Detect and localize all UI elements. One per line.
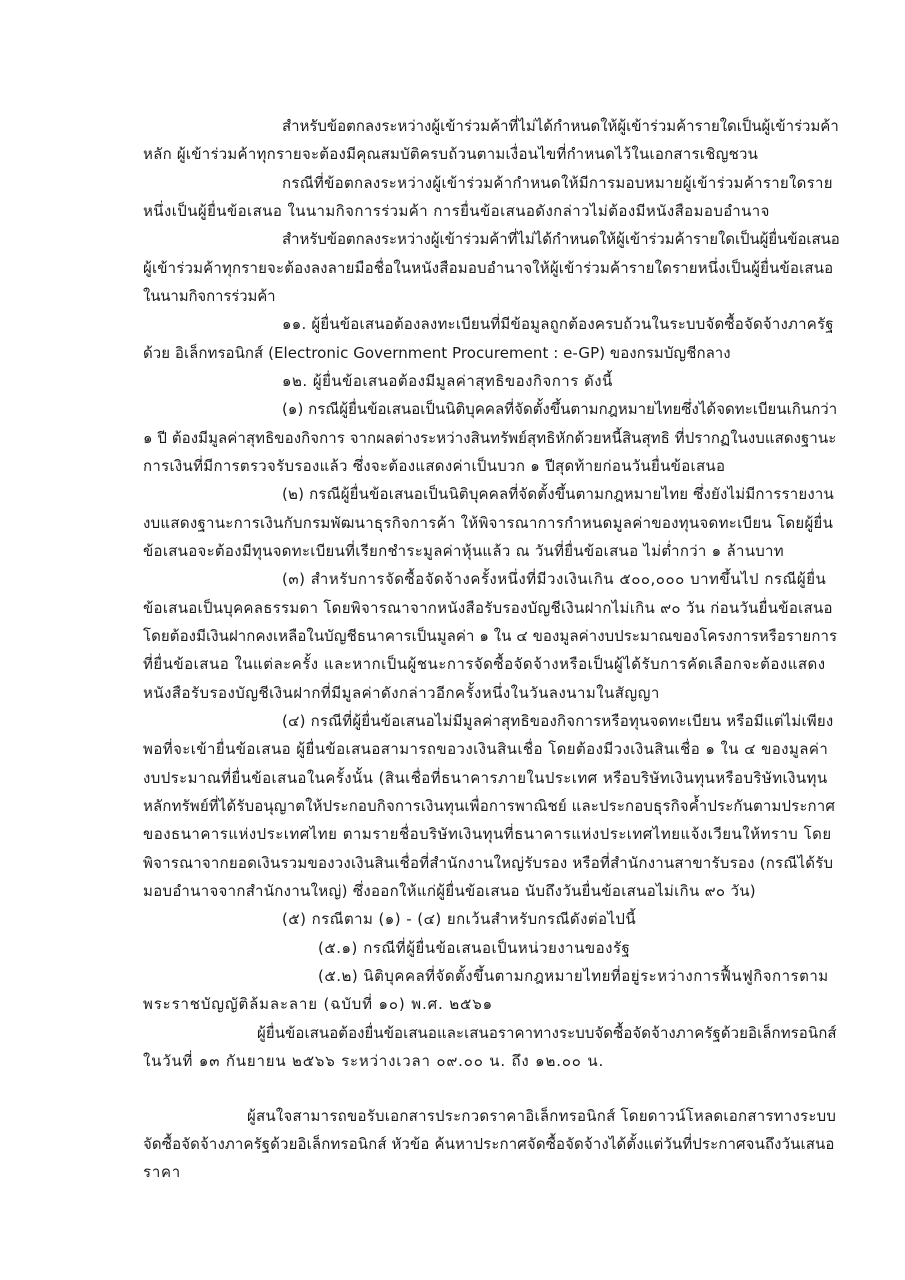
text-line: หลักทรัพย์ที่ได้รับอนุญาตให้ประกอบกิจการเงินทุนเพื่อการพาณิชย์ และประกอบธุรกิจค้ำประกันตามประกาศ bbox=[143, 797, 835, 815]
text-line: โดยต้องมีเงินฝากคงเหลือในบัญชีธนาคารเป็นมูลค่า ๑ ใน ๔ ของมูลค่างบประมาณของโครงการหรือรายการ bbox=[143, 627, 838, 645]
text-line: ผู้เข้าร่วมค้าทุกรายจะต้องลงลายมือชื่อในหนังสือมอบอำนาจให้ผู้เข้าร่วมค้ารายใดรายหนึ่งเป็นผู้ยื่นข้อเสนอ bbox=[143, 259, 834, 277]
text-line: พิจารณาจากยอดเงินรวมของวงเงินสินเชื่อที่สำนักงานใหญ่รับรอง หรือที่สำนักงานสาขารับรอง (กรณีได้รับ bbox=[143, 854, 834, 872]
text-line: ๑๒. ผู้ยื่นข้อเสนอต้องมีมูลค่าสุทธิของกิจการ ดังนี้ bbox=[282, 372, 613, 390]
text-line: ด้วย อิเล็กทรอนิกส์ (Electronic Government Procurement : e-GP) ของกรมบัญชีกลาง bbox=[143, 344, 731, 362]
text-line: ๑ ปี ต้องมีมูลค่าสุทธิของกิจการ จากผลต่างระหว่างสินทรัพย์สุทธิหักด้วยหนี้สินสุทธิ ที่ปรากฏในงบแสดงฐานะ bbox=[143, 429, 837, 447]
text-line: (๕) กรณีตาม (๑) - (๔) ยกเว้นสำหรับกรณีดังต่อไปนี้ bbox=[282, 910, 637, 928]
text-line: จัดซื้อจัดจ้างภาครัฐด้วยอิเล็กทรอนิกส์ หัวข้อ ค้นหาประกาศจัดซื้อจัดจ้างได้ตั้งแต่วันที่ประกาศจนถึงวันเสนอ bbox=[143, 1135, 835, 1153]
text-line: ราคา bbox=[143, 1163, 182, 1181]
text-line: สำหรับข้อตกลงระหว่างผู้เข้าร่วมค้าที่ไม่ได้กำหนดให้ผู้เข้าร่วมค้ารายใดเป็นผู้เข้าร่วมค้า bbox=[282, 117, 839, 135]
text-line: ข้อเสนอเป็นบุคคลธรรมดา โดยพิจารณาจากหนังสือรับรองบัญชีเงินฝากไม่เกิน ๙๐ วัน ก่อนวันยื่นข้อเสนอ bbox=[143, 599, 833, 617]
text-line: (๔) กรณีที่ผู้ยื่นข้อเสนอไม่มีมูลค่าสุทธิของกิจการหรือทุนจดทะเบียน หรือมีแต่ไม่เพียง bbox=[282, 712, 834, 730]
text-line: (๕.๑) กรณีที่ผู้ยื่นข้อเสนอเป็นหน่วยงานของรัฐ bbox=[318, 939, 631, 957]
text-line: ผู้สนใจสามารถขอรับเอกสารประกวดราคาอิเล็กทรอนิกส์ โดยดาวน์โหลดเอกสารทางระบบ bbox=[247, 1107, 837, 1125]
text-line: การเงินที่มีการตรวจรับรองแล้ว ซึ่งจะต้องแสดงค่าเป็นบวก ๑ ปีสุดท้ายก่อนวันยื่นข้อเสนอ bbox=[143, 457, 726, 475]
text-line: ในนามกิจการร่วมค้า bbox=[143, 287, 276, 305]
text-line: (๒) กรณีผู้ยื่นข้อเสนอเป็นนิติบุคคลที่จัดตั้งขึ้นตามกฎหมายไทย ซึ่งยังไม่มีการรายงาน bbox=[282, 485, 834, 503]
text-line: พอที่จะเข้ายื่นข้อเสนอ ผู้ยื่นข้อเสนอสามารถขอวงเงินสินเชื่อ โดยต้องมีวงเงินสินเชื่อ ๑ ใน ๔ ของมูลค่า bbox=[143, 740, 829, 758]
text-line: งบแสดงฐานะการเงินกับกรมพัฒนาธุรกิจการค้า ให้พิจารณาการกำหนดมูลค่าของทุนจดทะเบียน โดยผู้ยื่น bbox=[143, 514, 834, 532]
text-line: ผู้ยื่นข้อเสนอต้องยื่นข้อเสนอและเสนอราคาทางระบบจัดซื้อจัดจ้างภาครัฐด้วยอิเล็กทรอนิกส์ bbox=[257, 1024, 837, 1042]
text-line: ๑๑. ผู้ยื่นข้อเสนอต้องลงทะเบียนที่มีข้อมูลถูกต้องครบถ้วนในระบบจัดซื้อจัดจ้างภาครัฐ bbox=[282, 315, 834, 333]
text-line: สำหรับข้อตกลงระหว่างผู้เข้าร่วมค้าที่ไม่ได้กำหนดให้ผู้เข้าร่วมค้ารายใดเป็นผู้ยื่นข้อเสนอ bbox=[282, 230, 840, 248]
text-line: งบประมาณที่ยื่นข้อเสนอในครั้งนั้น (สินเชื่อที่ธนาคารภายในประเทศ หรือบริษัทเงินทุนหรือบริษัทเงินทุน bbox=[143, 769, 828, 787]
text-line: ข้อเสนอจะต้องมีทุนจดทะเบียนที่เรียกชำระมูลค่าหุ้นแล้ว ณ วันที่ยื่นข้อเสนอ ไม่ต่ำกว่า ๑ ล้านบาท bbox=[143, 542, 784, 560]
text-line: (๕.๒) นิติบุคคลที่จัดตั้งขึ้นตามกฎหมายไทยที่อยู่ระหว่างการฟื้นฟูกิจการตาม bbox=[318, 967, 829, 985]
text-line: หนึ่งเป็นผู้ยื่นข้อเสนอ ในนามกิจการร่วมค้า การยื่นข้อเสนอดังกล่าวไม่ต้องมีหนังสือมอบอำนาจ bbox=[143, 202, 770, 220]
text-line: ในวันที่ ๑๓ กันยายน ๒๕๖๖ ระหว่างเวลา ๐๙.๐๐ น. ถึง ๑๒.๐๐ น. bbox=[143, 1052, 605, 1070]
text-line: พระราชบัญญัติล้มละลาย (ฉบับที่ ๑๐) พ.ศ. ๒๕๖๑ bbox=[143, 995, 493, 1013]
text-line: (๑) กรณีผู้ยื่นข้อเสนอเป็นนิติบุคคลที่จัดตั้งขึ้นตามกฎหมายไทยซึ่งได้จดทะเบียนเกินกว่า bbox=[282, 400, 838, 418]
text-line: กรณีที่ข้อตกลงระหว่างผู้เข้าร่วมค้ากำหนดให้มีการมอบหมายผู้เข้าร่วมค้ารายใดราย bbox=[282, 174, 833, 192]
text-line: หนังสือรับรองบัญชีเงินฝากที่มีมูลค่าดังกล่าวอีกครั้งหนึ่งในวันลงนามในสัญญา bbox=[143, 684, 660, 702]
text-line: (๓) สำหรับการจัดซื้อจัดจ้างครั้งหนึ่งที่มีวงเงินเกิน ๕๐๐,๐๐๐ บาทขึ้นไป กรณีผู้ยื่น bbox=[282, 570, 827, 588]
text-line: มอบอำนาจจากสำนักงานใหญ่) ซึ่งออกให้แก่ผู้ยื่นข้อเสนอ นับถึงวันยื่นข้อเสนอไม่เกิน ๙๐ วัน) bbox=[143, 882, 756, 900]
text-line: ที่ยื่นข้อเสนอ ในแต่ละครั้ง และหากเป็นผู้ชนะการจัดซื้อจัดจ้างหรือเป็นผู้ได้รับการคัดเลือกจะต้องแสดง bbox=[143, 655, 826, 673]
text-line: หลัก ผู้เข้าร่วมค้าทุกรายจะต้องมีคุณสมบัติครบถ้วนตามเงื่อนไขที่กำหนดไว้ในเอกสารเชิญชวน bbox=[143, 145, 759, 163]
text-line: ของธนาคารแห่งประเทศไทย ตามรายชื่อบริษัทเงินทุนที่ธนาคารแห่งประเทศไทยแจ้งเวียนให้ทราบ โดย bbox=[143, 825, 832, 843]
